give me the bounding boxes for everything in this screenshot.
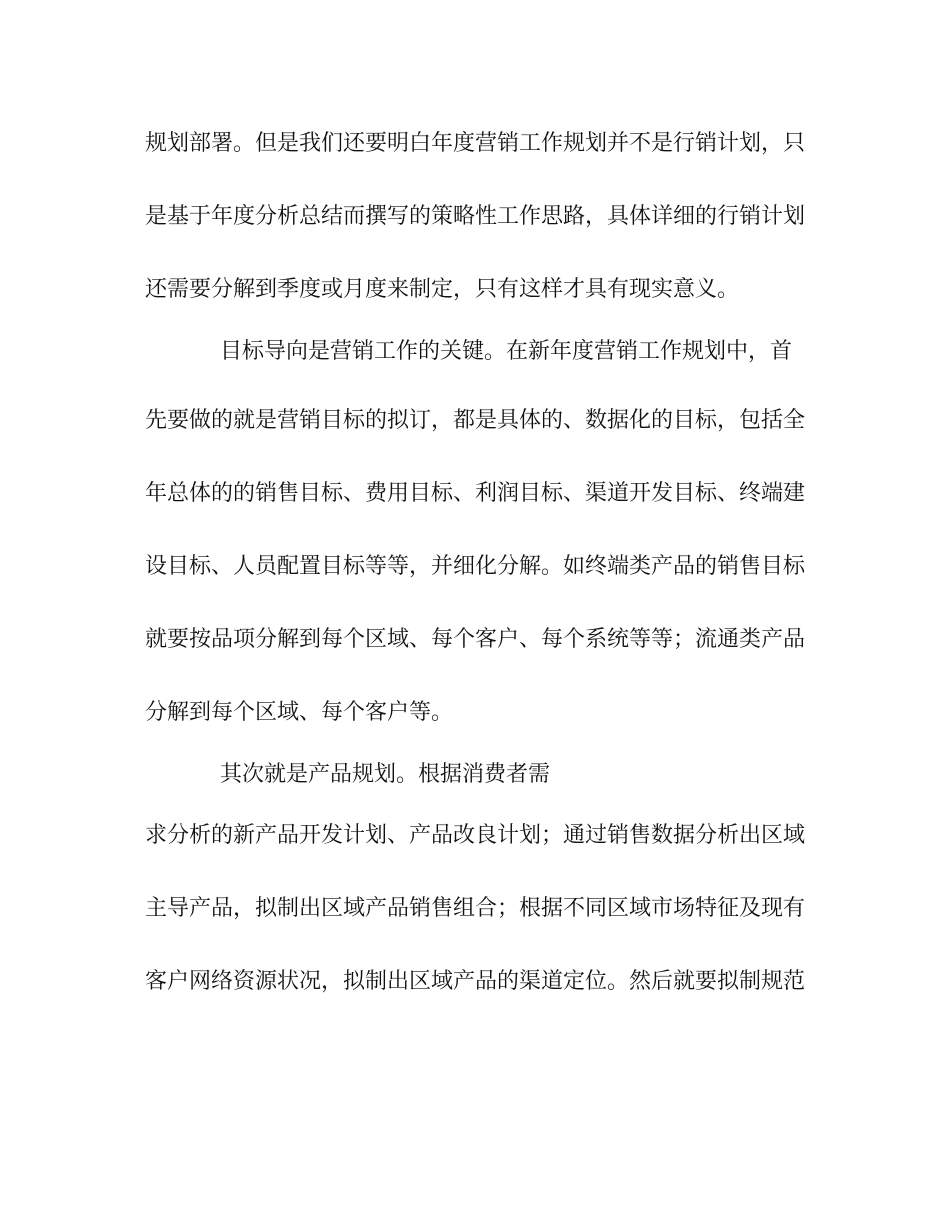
text-line: 还需要分解到季度或月度来制定，只有这样才具有现实意义。 [145, 277, 740, 302]
text-line: 规划部署。但是我们还要明白年度营销工作规划并不是行销计划，只 [145, 131, 805, 156]
text-line: 分解到每个区域、每个客户等。 [145, 700, 454, 725]
paragraph-first-line: 其次就是产品规划。根据消费者需 [220, 762, 551, 787]
text-line: 客户网络资源状况，拟制出区域产品的渠道定位。然后就要拟制规范 [145, 969, 805, 994]
text-line: 就要按品项分解到每个区域、每个客户、每个系统等等；流通类产品 [145, 627, 805, 652]
text-line: 是基于年度分析总结而撰写的策略性工作思路，具体详细的行销计划 [145, 204, 805, 229]
paragraph-first-line: 目标导向是营销工作的关键。在新年度营销工作规划中，首 [220, 339, 793, 364]
text-line: 先要做的就是营销目标的拟订，都是具体的、数据化的目标，包括全 [145, 408, 805, 433]
text-line: 求分析的新产品开发计划、产品改良计划；通过销售数据分析出区域 [145, 823, 805, 848]
text-line: 年总体的的销售目标、费用目标、利润目标、渠道开发目标、终端建 [145, 481, 805, 506]
text-line: 设目标、人员配置目标等等，并细化分解。如终端类产品的销售目标 [145, 554, 805, 579]
text-line: 主导产品，拟制出区域产品销售组合；根据不同区域市场特征及现有 [145, 896, 805, 921]
